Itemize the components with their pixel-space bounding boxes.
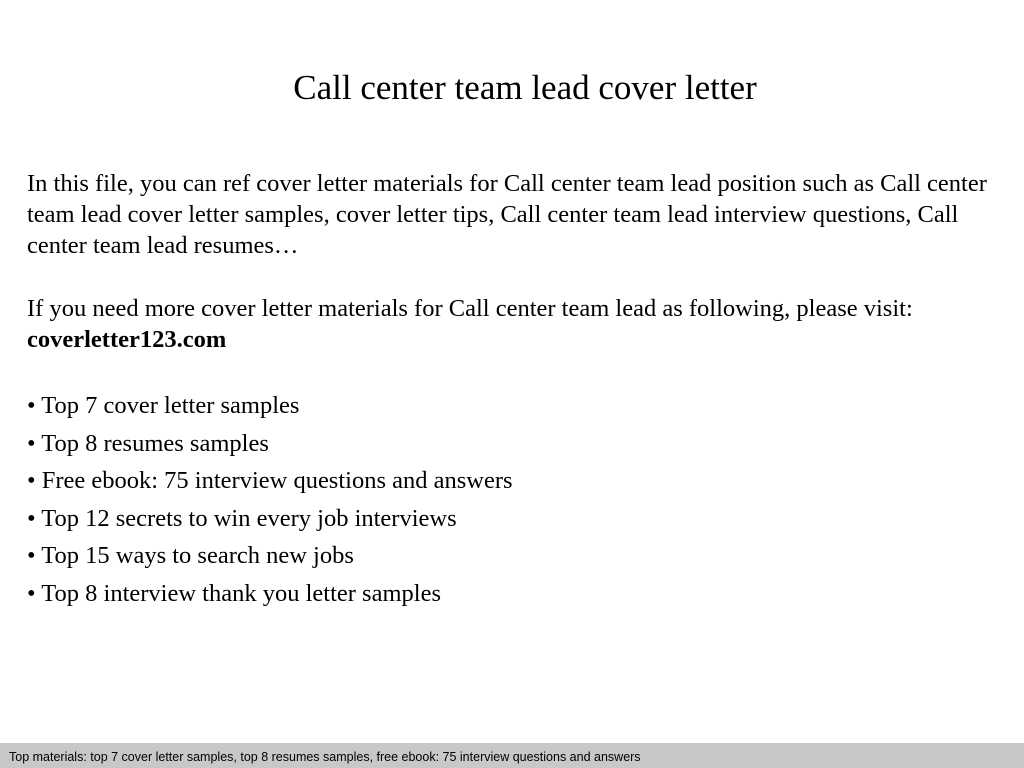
- list-item: • Top 7 cover letter samples: [27, 392, 300, 419]
- list-item: • Top 8 interview thank you letter samples: [27, 579, 441, 607]
- coverletter-link[interactable]: coverletter123.com: [27, 326, 227, 353]
- more-info-paragraph: [27, 293, 1012, 355]
- list-item: • Top 15 ways to search new jobs: [27, 542, 354, 570]
- list-item: • Top 8 resumes samples: [27, 429, 269, 457]
- list-item: • Free ebook: 75 interview questions and answers: [27, 467, 513, 495]
- more-info-text: If you need more cover letter materials for Call center team lead as following, please visit:: [27, 295, 913, 322]
- intro-paragraph: In this file, you can ref cover letter materials for Call center team lead position such as Call center team lead cover letter samples, cover letter tips, Call center team lead interview questions, Call center team lead resumes…: [27, 170, 987, 259]
- page-title: Call center team lead cover letter: [293, 68, 757, 107]
- footer-text: Top materials: top 7 cover letter samples, top 8 resumes samples, free ebook: 75 interview questions and answers: [9, 750, 641, 764]
- footer-bar: [0, 743, 1024, 768]
- list-item: • Top 12 secrets to win every job interviews: [27, 504, 457, 532]
- materials-list: [27, 387, 513, 613]
